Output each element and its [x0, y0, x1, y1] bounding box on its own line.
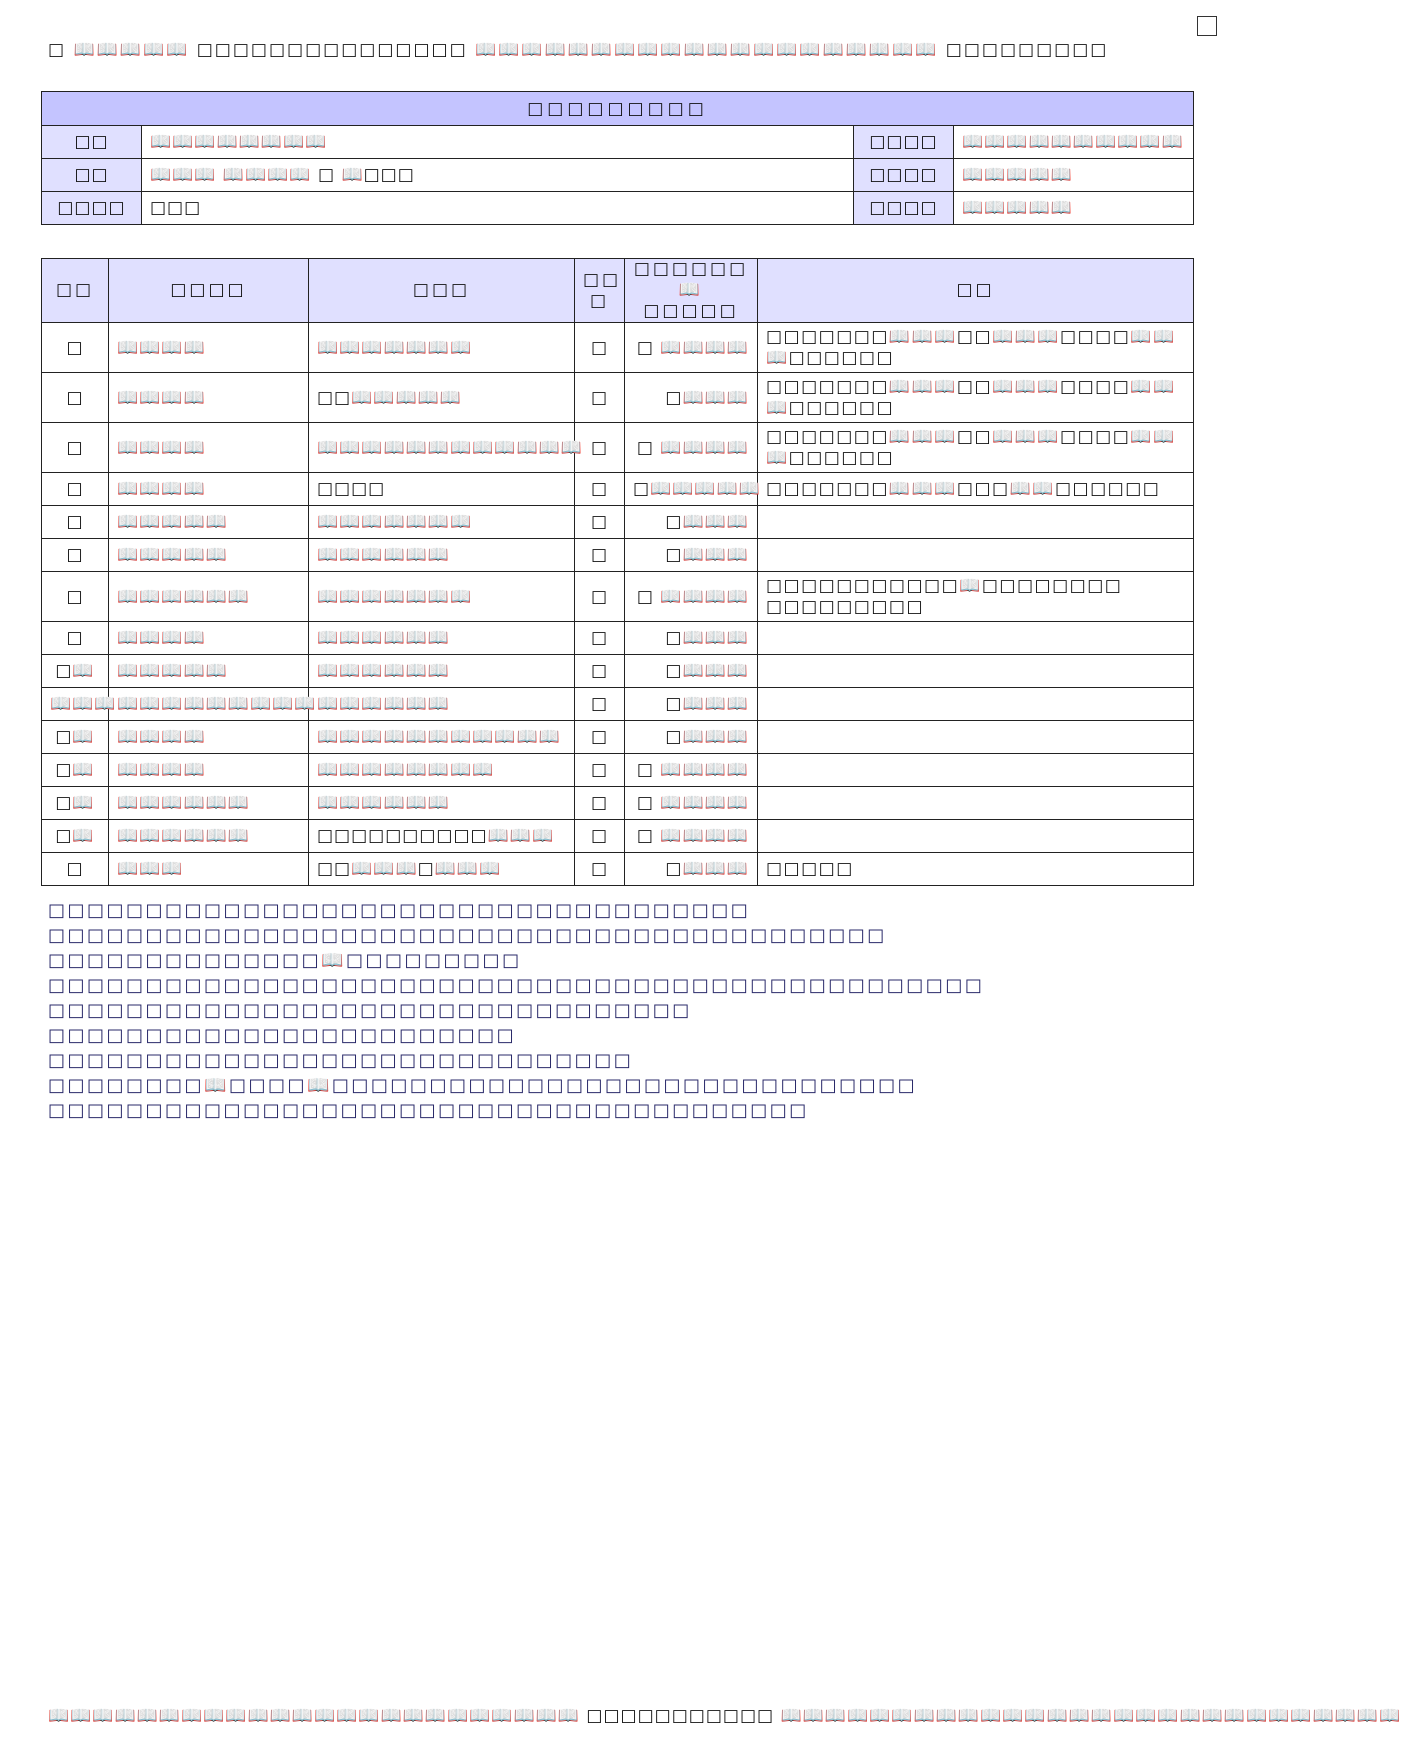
- cell-note: □□□□□: [758, 853, 1194, 886]
- column-header: □□: [758, 259, 1194, 323]
- info-label1: □□: [42, 159, 142, 192]
- table-row: [42, 655, 1194, 688]
- note-line: □□□□□□□□□□□□□□📖□□□□□□□□□: [48, 950, 522, 971]
- cell-note: □□□□□□□□□□□📖□□□□□□□□ □□□□□□□□□: [758, 572, 1194, 622]
- cell-note: [758, 754, 1194, 787]
- cell-item: □□□□□□□□□□📖📖📖: [309, 820, 575, 853]
- cell-price: □📖📖📖: [625, 655, 758, 688]
- cell-name: 📖📖📖📖📖: [109, 539, 309, 572]
- cell-price: □ 📖📖📖📖: [625, 572, 758, 622]
- cell-name: 📖📖📖: [109, 853, 309, 886]
- cell-price: □📖📖📖: [625, 721, 758, 754]
- cell-name: 📖📖📖📖: [109, 721, 309, 754]
- cell-item: 📖📖📖📖📖📖📖📖📖📖📖📖: [309, 423, 575, 473]
- cell-no: □: [42, 506, 109, 539]
- cell-qty: □: [575, 539, 625, 572]
- note-line: □□□□□□□□□□□□□□□□□□□□□□□□□□□□□□□□□□□□□□□: [48, 1100, 809, 1121]
- cell-name: 📖📖📖📖📖: [109, 506, 309, 539]
- cell-qty: □: [575, 473, 625, 506]
- info-table-title: □□□□□□□□□: [42, 92, 1194, 126]
- cell-price: □ 📖📖📖📖: [625, 323, 758, 373]
- cell-note: □□□□□□□📖📖📖□□📖📖📖□□□□📖📖 📖□□□□□□: [758, 373, 1194, 423]
- cell-item: □□📖📖📖📖📖: [309, 373, 575, 423]
- cell-qty: □: [575, 506, 625, 539]
- info-value1: 📖📖📖 📖📖📖📖 □ 📖□□□: [142, 159, 854, 192]
- cell-price: □📖📖📖📖📖: [625, 473, 758, 506]
- cell-qty: □: [575, 787, 625, 820]
- cell-note: □□□□□□□📖📖📖□□📖📖📖□□□□📖📖 📖□□□□□□: [758, 423, 1194, 473]
- info-value1: 📖📖📖📖📖📖📖📖: [142, 126, 854, 159]
- page-footer: 📖📖📖📖📖📖📖📖📖📖📖📖📖📖📖📖📖📖📖📖📖📖📖📖 □□□□□□□□□□□ 📖📖📖📖📖📖📖📖📖📖📖📖📖📖📖📖📖📖📖📖📖📖📖📖📖📖📖📖: [48, 1706, 1401, 1726]
- cell-note: [758, 622, 1194, 655]
- cell-note: [758, 655, 1194, 688]
- cell-no: □📖: [42, 655, 109, 688]
- cell-item: 📖📖📖📖📖📖: [309, 688, 575, 721]
- cell-name: 📖📖📖📖: [109, 622, 309, 655]
- table-row: [42, 572, 1194, 622]
- cell-item: 📖📖📖📖📖📖📖: [309, 572, 575, 622]
- cell-item: □□□□: [309, 473, 575, 506]
- cell-item: 📖📖📖📖📖📖📖📖📖📖📖: [309, 721, 575, 754]
- cell-name: 📖📖📖📖📖📖: [109, 572, 309, 622]
- cell-qty: □: [575, 655, 625, 688]
- cell-name: 📖📖📖📖📖📖📖📖📖: [109, 688, 309, 721]
- corner-mark: [1197, 16, 1217, 36]
- info-row: [42, 192, 1194, 225]
- cell-no: □: [42, 473, 109, 506]
- column-header: □□□□□□ 📖□□□□□: [625, 259, 758, 323]
- column-header: □□□: [309, 259, 575, 323]
- cell-no: □: [42, 622, 109, 655]
- cell-qty: □: [575, 373, 625, 423]
- info-label1: □□□□: [42, 192, 142, 225]
- info-value2: 📖📖📖📖📖: [954, 192, 1194, 225]
- cell-qty: □: [575, 853, 625, 886]
- info-row: [42, 159, 1194, 192]
- cell-price: □📖📖📖: [625, 373, 758, 423]
- info-table: [41, 91, 1194, 225]
- column-header: □□ □: [575, 259, 625, 323]
- note-line: □□□□□□□□□□□□□□□□□□□□□□□□□□□□□□□□□□□□□□□□□□□: [48, 925, 887, 946]
- cell-item: 📖📖📖📖📖📖📖📖: [309, 754, 575, 787]
- cell-note: [758, 787, 1194, 820]
- cell-price: □📖📖📖: [625, 539, 758, 572]
- cell-note: [758, 688, 1194, 721]
- cell-qty: □: [575, 754, 625, 787]
- cell-item: 📖📖📖📖📖📖: [309, 787, 575, 820]
- info-row: [42, 126, 1194, 159]
- cell-name: 📖📖📖📖📖📖: [109, 787, 309, 820]
- info-label2: □□□□: [854, 159, 954, 192]
- table-row: [42, 373, 1194, 423]
- cell-no: □📖: [42, 721, 109, 754]
- table-row: [42, 622, 1194, 655]
- cell-note: [758, 506, 1194, 539]
- table-row: [42, 853, 1194, 886]
- info-label2: □□□□: [854, 192, 954, 225]
- cell-name: 📖📖📖📖: [109, 323, 309, 373]
- cell-qty: □: [575, 721, 625, 754]
- cell-no: □: [42, 853, 109, 886]
- note-line: □□□□□□□□📖□□□□📖□□□□□□□□□□□□□□□□□□□□□□□□□□□□□□: [48, 1075, 918, 1096]
- cell-price: □📖📖📖: [625, 853, 758, 886]
- cell-item: □□📖📖📖□📖📖📖: [309, 853, 575, 886]
- cell-name: 📖📖📖📖: [109, 423, 309, 473]
- table-row: [42, 506, 1194, 539]
- cell-no: □: [42, 423, 109, 473]
- cell-qty: □: [575, 323, 625, 373]
- cell-name: 📖📖📖📖: [109, 754, 309, 787]
- cell-no: □📖: [42, 754, 109, 787]
- table-row: [42, 423, 1194, 473]
- cell-qty: □: [575, 820, 625, 853]
- table-row: [42, 473, 1194, 506]
- cell-note: [758, 721, 1194, 754]
- cell-note: □□□□□□□📖📖📖□□□📖📖□□□□□□: [758, 473, 1194, 506]
- table-row: [42, 539, 1194, 572]
- note-line: □□□□□□□□□□□□□□□□□□□□□□□□□□□□□□: [48, 1050, 634, 1071]
- table-row: [42, 754, 1194, 787]
- cell-qty: □: [575, 622, 625, 655]
- cell-price: □📖📖📖: [625, 688, 758, 721]
- cell-no: □: [42, 572, 109, 622]
- table-row: [42, 787, 1194, 820]
- cell-no: 📖📖📖: [42, 688, 109, 721]
- page-header: □ 📖📖📖📖📖 □□□□□□□□□□□□□□□ 📖📖📖📖📖📖📖📖📖📖📖📖📖📖📖📖📖📖📖📖 □□□□□□□□□: [48, 40, 1109, 60]
- cell-price: □ 📖📖📖📖: [625, 820, 758, 853]
- cell-name: 📖📖📖📖: [109, 473, 309, 506]
- cell-item: 📖📖📖📖📖📖📖: [309, 323, 575, 373]
- note-line: □□□□□□□□□□□□□□□□□□□□□□□□□□□□□□□□□□□□: [48, 900, 751, 921]
- cell-name: 📖📖📖📖📖: [109, 655, 309, 688]
- cell-item: 📖📖📖📖📖📖: [309, 539, 575, 572]
- cell-qty: □: [575, 688, 625, 721]
- cell-qty: □: [575, 423, 625, 473]
- table-row: [42, 688, 1194, 721]
- cell-price: □ 📖📖📖📖: [625, 423, 758, 473]
- cell-item: 📖📖📖📖📖📖📖: [309, 506, 575, 539]
- list-table: [41, 258, 1194, 886]
- cell-no: □: [42, 323, 109, 373]
- info-value2: 📖📖📖📖📖📖📖📖📖📖: [954, 126, 1194, 159]
- cell-item: 📖📖📖📖📖📖: [309, 655, 575, 688]
- cell-note: □□□□□□□📖📖📖□□📖📖📖□□□□📖📖 📖□□□□□□: [758, 323, 1194, 373]
- cell-price: □📖📖📖: [625, 506, 758, 539]
- note-line: □□□□□□□□□□□□□□□□□□□□□□□□□□□□□□□□□: [48, 1000, 692, 1021]
- cell-note: [758, 539, 1194, 572]
- cell-note: [758, 820, 1194, 853]
- column-header: □□: [42, 259, 109, 323]
- info-value1: □□□: [142, 192, 854, 225]
- cell-qty: □: [575, 572, 625, 622]
- table-row: [42, 323, 1194, 373]
- cell-no: □: [42, 539, 109, 572]
- column-header: □□□□: [109, 259, 309, 323]
- cell-price: □ 📖📖📖📖: [625, 787, 758, 820]
- cell-item: 📖📖📖📖📖📖: [309, 622, 575, 655]
- info-label2: □□□□: [854, 126, 954, 159]
- cell-no: □📖: [42, 820, 109, 853]
- note-line: □□□□□□□□□□□□□□□□□□□□□□□□□□□□□□□□□□□□□□□□□□□□□□□□: [48, 975, 985, 996]
- table-row: [42, 820, 1194, 853]
- notes-section: [48, 898, 1188, 1123]
- cell-price: □ 📖📖📖📖: [625, 754, 758, 787]
- cell-name: 📖📖📖📖: [109, 373, 309, 423]
- info-label1: □□: [42, 126, 142, 159]
- cell-name: 📖📖📖📖📖📖: [109, 820, 309, 853]
- cell-price: □📖📖📖: [625, 622, 758, 655]
- cell-no: □📖: [42, 787, 109, 820]
- note-line: □□□□□□□□□□□□□□□□□□□□□□□□: [48, 1025, 517, 1046]
- cell-no: □: [42, 373, 109, 423]
- table-row: [42, 721, 1194, 754]
- info-value2: 📖📖📖📖📖: [954, 159, 1194, 192]
